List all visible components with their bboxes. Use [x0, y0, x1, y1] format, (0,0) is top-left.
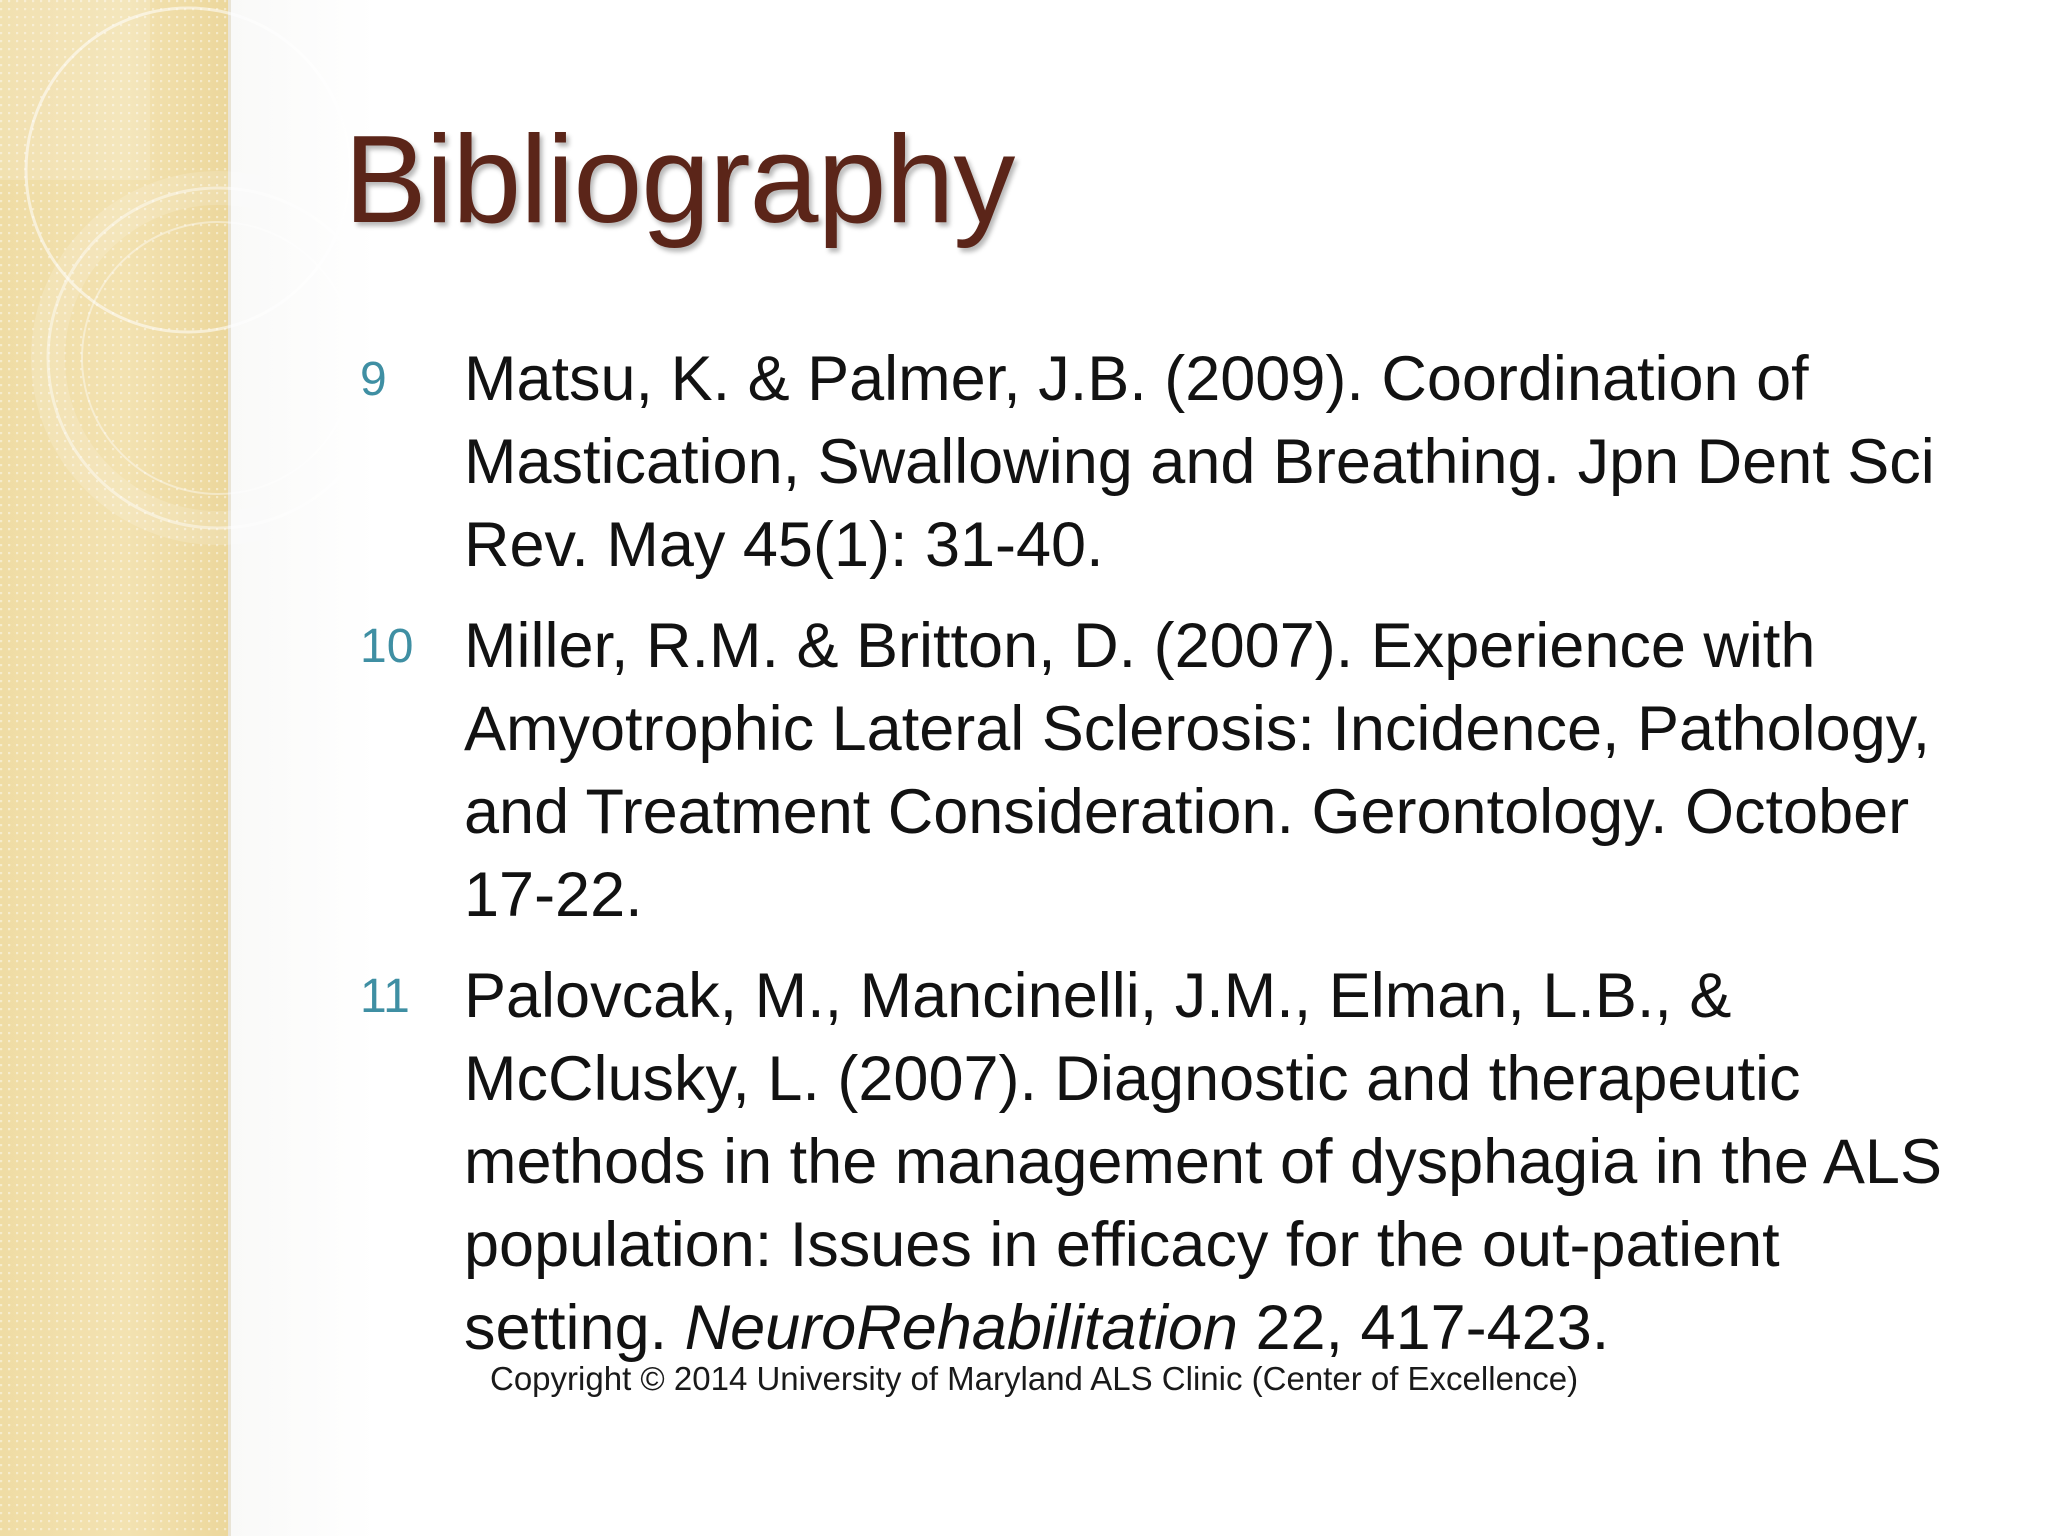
- reference-list: [360, 338, 1980, 1388]
- reference-citation: Matsu, K. & Palmer, J.B. (2009). Coordination of Mastication, Swallowing and Breathing. Jpn Dent Sci Rev. May 45(1): 31-40.: [464, 344, 1935, 580]
- reference-number: 10: [360, 620, 414, 673]
- reference-text: [464, 955, 1980, 1370]
- reference-number: 9: [360, 353, 387, 406]
- reference-volume-pages: 22, 417-423.: [1237, 1293, 1610, 1363]
- decorative-rings: [0, 0, 420, 560]
- reference-item: [360, 605, 1980, 937]
- reference-text: [464, 338, 1980, 587]
- reference-citation: Palovcak, M., Mancinelli, J.M., Elman, L.B., & McClusky, L. (2007). Diagnostic and therapeutic methods in the management of dysphagia in the ALS population: Issues in efficacy for the out-patient setting.: [464, 961, 1942, 1363]
- slide-title: Bibliography: [344, 111, 1015, 249]
- reference-item: [360, 338, 1980, 587]
- reference-number: 11: [360, 970, 410, 1023]
- copyright-notice: Copyright © 2014 University of Maryland ALS Clinic (Center of Excellence): [490, 1360, 1579, 1397]
- reference-citation: Miller, R.M. & Britton, D. (2007). Experience with Amyotrophic Lateral Sclerosis: Incidence, Pathology, and Treatment Consideration. Gerontology. October 17-22.: [464, 611, 1931, 930]
- reference-text: [464, 605, 1980, 937]
- journal-title: NeuroRehabilitation: [684, 1293, 1238, 1363]
- reference-item: [360, 955, 1980, 1370]
